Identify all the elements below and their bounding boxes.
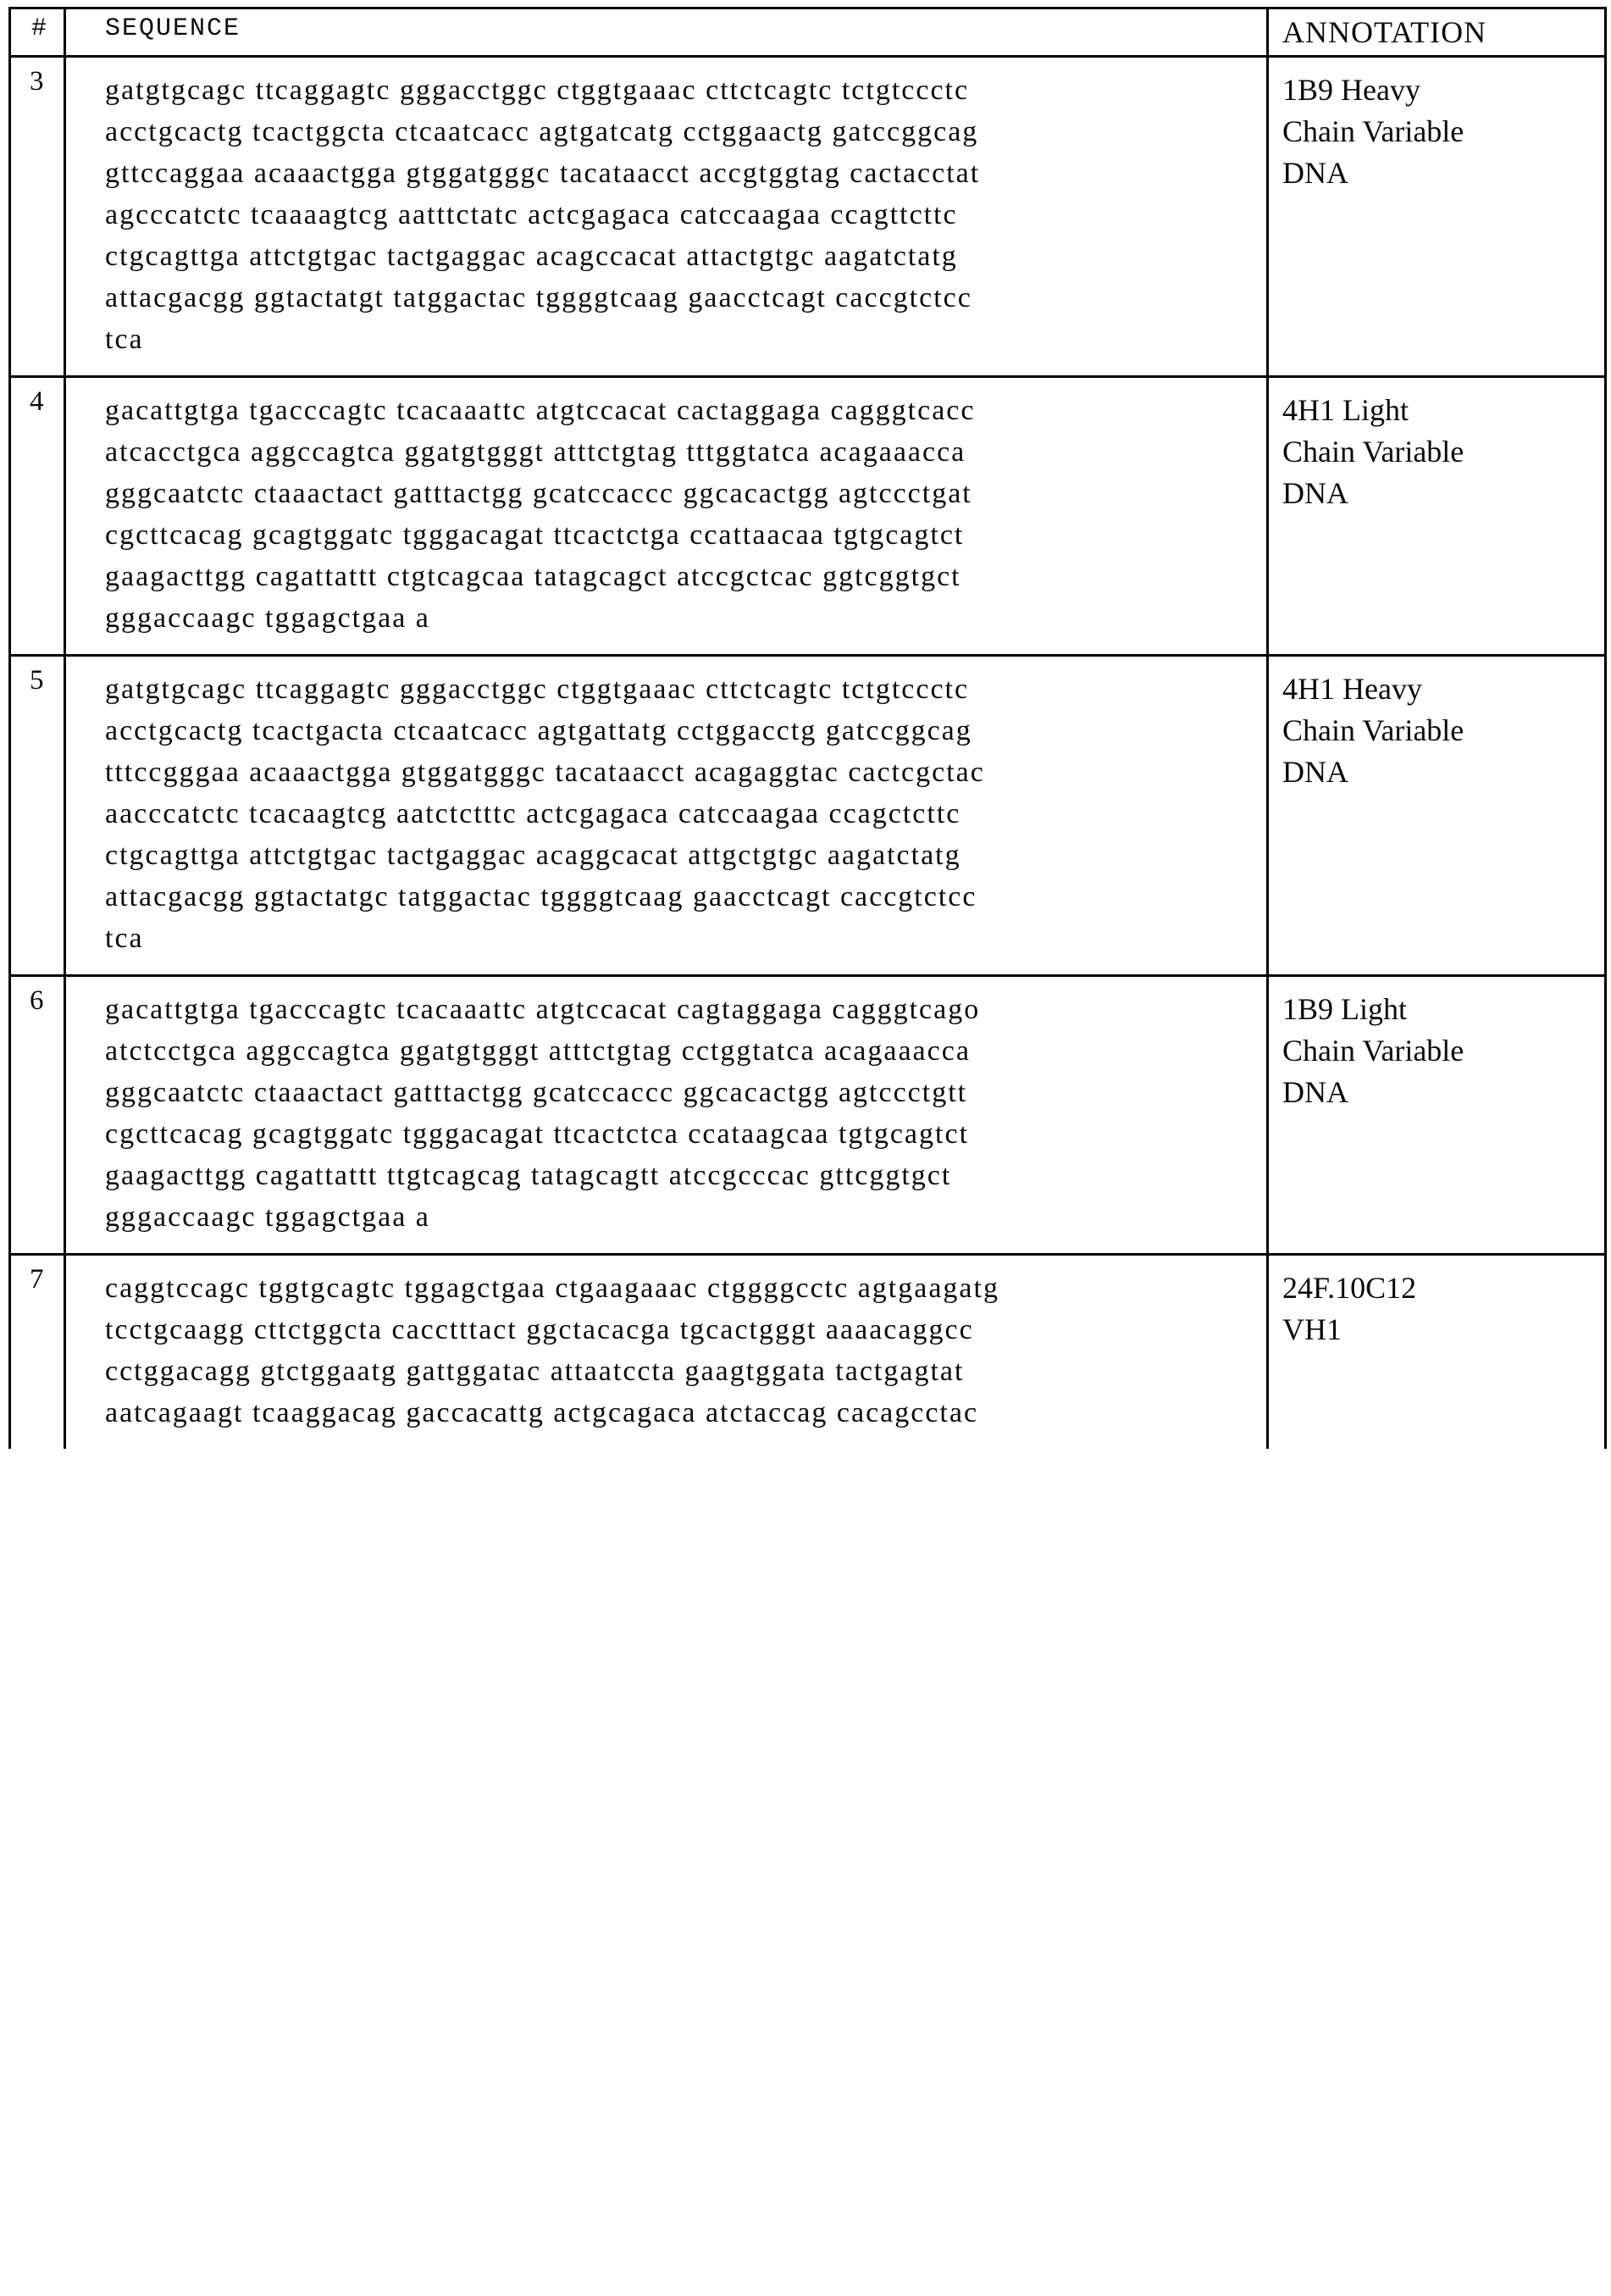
table-row xyxy=(10,1255,1606,1450)
table-row xyxy=(10,976,1606,1255)
header-sequence: SEQUENCE xyxy=(65,8,1268,57)
sequence-cell: gatgtgcagc ttcaggagtc gggacctggc ctggtgaaac cttctcagtc tctgtccctc acctgcactg tcactgacta ctcaatcacc agtgattatg cctggacctg gatccggcag tttccgggaa acaaactgga gtggatgggc tacataacct acagaggtac cactcgctac aacccatctc tcacaagtcg aatctctttc actcgagaca catccaagaa ccagctcttc ctgcagttga attctgtgac tactgaggac acaggcacat attgctgtgc aagatctatg attacgacgg ggtactatgc tatggactac tggggtcaag gaacctcagt caccgtctcc tca xyxy=(65,656,1268,976)
annotation-cell: 4H1 Heavy Chain Variable DNA xyxy=(1268,656,1606,976)
row-number-cell: 5 xyxy=(10,656,65,976)
annotation-cell: 1B9 Heavy Chain Variable DNA xyxy=(1268,57,1606,377)
table-row xyxy=(10,377,1606,656)
sequence-cell: gacattgtga tgacccagtc tcacaaattc atgtccacat cactaggaga cagggtcacc atcacctgca aggccagtca ggatgtgggt atttctgtag tttggtatca acagaaacca gggcaatctc ctaaactact gatttactgg gcatccaccc ggcacactgg agtccctgat cgcttcacag gcagtggatc tgggacagat ttcactctga ccattaacaa tgtgcagtct gaagacttgg cagattattt ctgtcagcaa tatagcagct atccgctcac ggtcggtgct gggaccaagc tggagctgaa a xyxy=(65,377,1268,656)
annotation-cell: 4H1 Light Chain Variable DNA xyxy=(1268,377,1606,656)
sequence-cell: caggtccagc tggtgcagtc tggagctgaa ctgaagaaac ctggggcctc agtgaagatg tcctgcaagg cttctggcta cacctttact ggctacacga tgcactgggt aaaacaggcc cctggacagg gtctggaatg gattggatac attaatccta gaagtggata tactgagtat aatcagaagt tcaaggacag gaccacattg actgcagaca atctaccag cacagcctac xyxy=(65,1255,1268,1450)
row-number-cell: 7 xyxy=(10,1255,65,1450)
row-number-cell: 3 xyxy=(10,57,65,377)
annotation-cell: 1B9 Light Chain Variable DNA xyxy=(1268,976,1606,1255)
sequence-table xyxy=(8,7,1607,1449)
table-row xyxy=(10,656,1606,976)
header-annotation: ANNOTATION xyxy=(1268,8,1606,57)
table-row xyxy=(10,57,1606,377)
header-row xyxy=(10,8,1606,57)
sequence-cell: gacattgtga tgacccagtc tcacaaattc atgtccacat cagtaggaga cagggtcago atctcctgca aggccagtca ggatgtgggt atttctgtag cctggtatca acagaaacca gggcaatctc ctaaactact gatttactgg gcatccaccc ggcacactgg agtccctgtt cgcttcacag gcagtggatc tgggacagat ttcactctca ccataagcaa tgtgcagtct gaagacttgg cagattattt ttgtcagcag tatagcagtt atccgcccac gttcggtgct gggaccaagc tggagctgaa a xyxy=(65,976,1268,1255)
row-number-cell: 6 xyxy=(10,976,65,1255)
sequence-cell: gatgtgcagc ttcaggagtc gggacctggc ctggtgaaac cttctcagtc tctgtccctc acctgcactg tcactggcta ctcaatcacc agtgatcatg cctggaactg gatccggcag gttccaggaa acaaactgga gtggatgggc tacataacct accgtggtag cactacctat agcccatctc tcaaaagtcg aatttctatc actcgagaca catccaagaa ccagttcttc ctgcagttga attctgtgac tactgaggac acagccacat attactgtgc aagatctatg attacgacgg ggtactatgt tatggactac tggggtcaag gaacctcagt caccgtctcc tca xyxy=(65,57,1268,377)
annotation-cell: 24F.10C12 VH1 xyxy=(1268,1255,1606,1450)
row-number-cell: 4 xyxy=(10,377,65,656)
header-number: # xyxy=(10,8,65,57)
